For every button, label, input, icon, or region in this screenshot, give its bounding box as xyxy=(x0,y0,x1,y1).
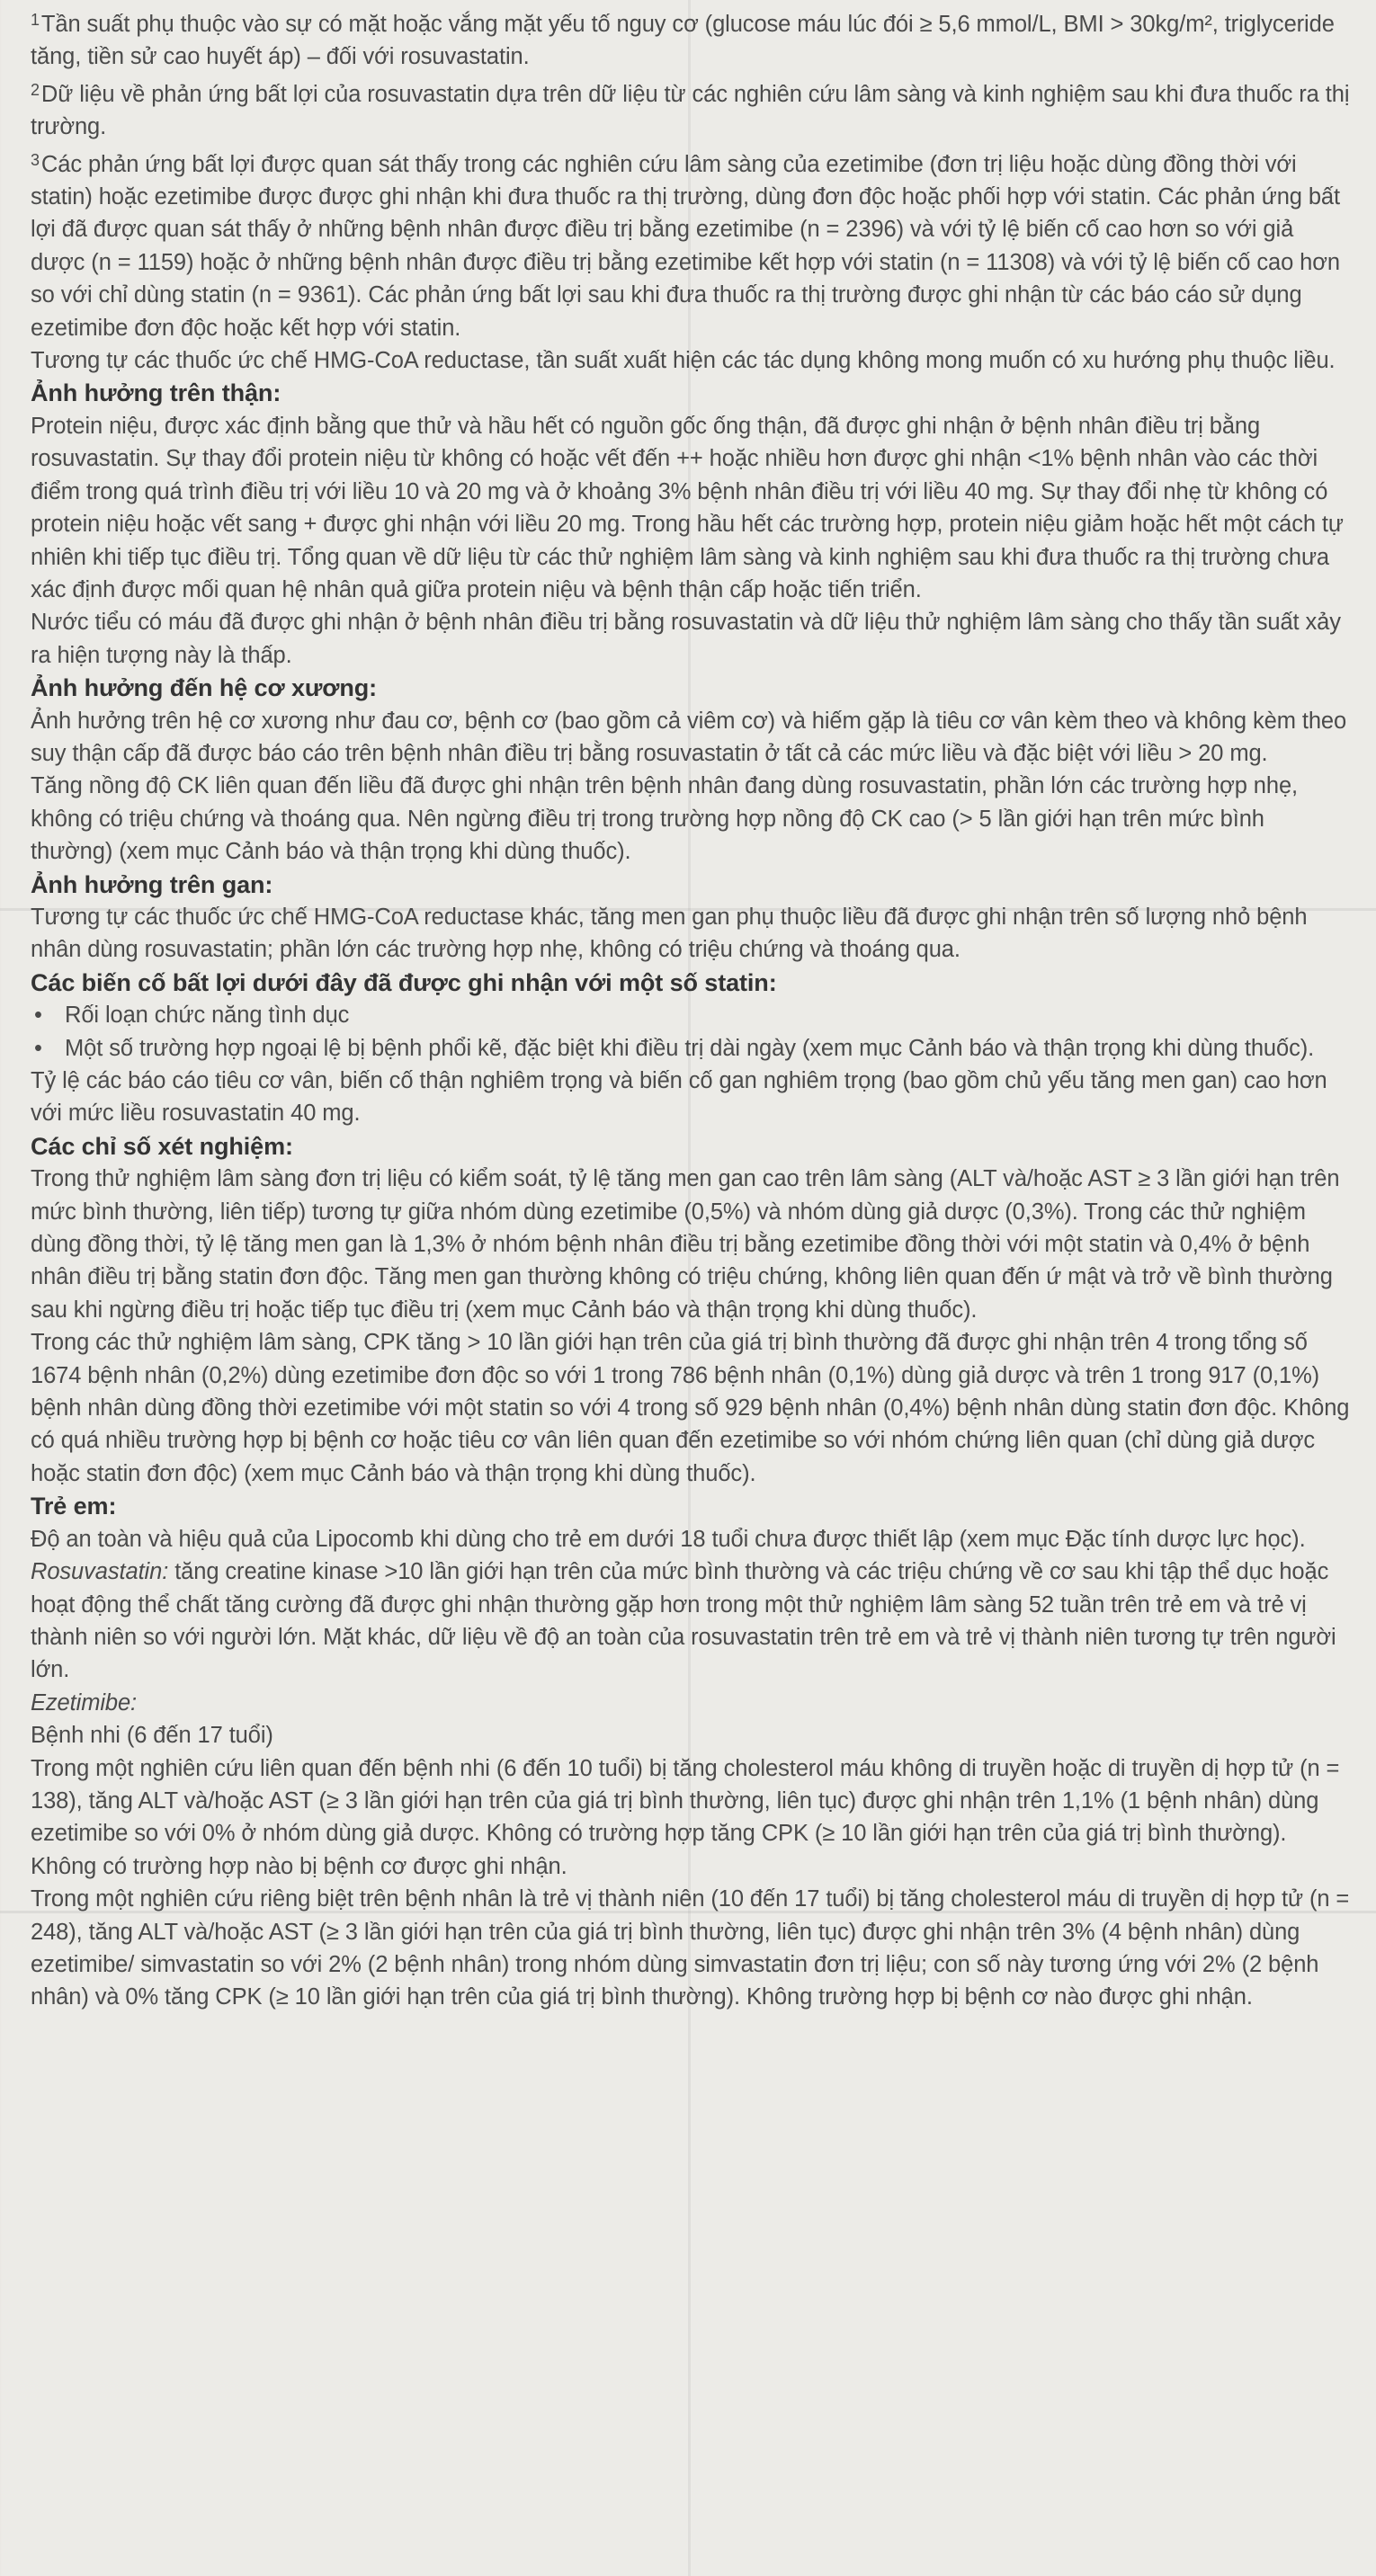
footnote-1-text: Tần suất phụ thuộc vào sự có mặt hoặc vắng mặt yếu tố nguy cơ (glucose máu lúc đói ≥ 5,6 mmol/L, BMI > 30kg/m², triglyceride tăng, tiền sử cao huyết áp) – đối với rosuvastatin. xyxy=(31,12,1335,70)
liver-paragraph-1: Tương tự các thuốc ức chế HMG-CoA reductase khác, tăng men gan phụ thuộc liều đã được ghi nhận trên số lượng nhỏ bệnh nhân dùng rosuvastatin; phần lớn các trường hợp nhẹ, không có triệu chứng và thoáng qua. xyxy=(31,904,1308,963)
children-paragraph-3: Trong một nghiên cứu riêng biệt trên bệnh nhân là trẻ vị thành niên (10 đến 17 tuổi) bị tăng cholesterol máu di truyền dị hợp tử (n = 248), tăng ALT và/hoặc AST (≥ 3 lần giới hạn trên của giá trị bình thường, liên tục) được ghi nhận trên 3% (4 bệnh nhân) dùng ezetimibe/ simvastatin so với 2% (2 bệnh nhân) trong nhóm dùng simvastatin đơn trị liệu; con số này tương ứng với 2% (2 bệnh nhân) và 0% tăng CPK (≥ 10 lần giới hạn trên của giá trị bình thường). Không trường hợp bị bệnh cơ nào được ghi nhận. xyxy=(31,1886,1350,2010)
footnote-2 xyxy=(31,74,1351,144)
statin-events-list xyxy=(31,999,1351,1065)
statin-events-paragraph: Tỷ lệ các báo cáo tiêu cơ vân, biến cố thận nghiêm trọng và biến cố gan nghiêm trọng (bao gồm chủ yếu tăng men gan) cao hơn với mức liều rosuvastatin 40 mg. xyxy=(31,1068,1327,1127)
bullet-icon: • xyxy=(34,1003,42,1029)
section-heading-musculoskeletal: Ảnh hưởng đến hệ cơ xương: xyxy=(31,674,378,702)
list-item xyxy=(34,999,1351,1031)
ezetimibe-label xyxy=(31,1687,1351,1719)
list-item xyxy=(34,1032,1351,1065)
footnote-3-mark: 3 xyxy=(31,150,40,169)
children-paragraph-2: Trong một nghiên cứu liên quan đến bệnh nhi (6 đến 10 tuổi) bị tăng cholesterol máu không di truyền hoặc di truyền dị hợp tử (n = 138), tăng ALT và/hoặc AST (≥ 3 lần giới hạn trên của giá trị bình thường, liên tục) được ghi nhận trên 1,1% (1 bệnh nhân) dùng ezetimibe so với 0% ở nhóm dùng giả dược. Không có trường hợp tăng CPK (≥ 10 lần giới hạn trên của giá trị bình thường). Không có trường hợp nào bị bệnh cơ được ghi nhận. xyxy=(31,1755,1340,1879)
children-paragraph-1: Độ an toàn và hiệu quả của Lipocomb khi dùng cho trẻ em dưới 18 tuổi chưa được thiết lập (xem mục Đặc tính dược lực học). xyxy=(31,1526,1306,1552)
list-item-text: Rối loạn chức năng tình dục xyxy=(65,1003,350,1029)
footnote-3-text: Các phản ứng bất lợi được quan sát thấy trong các nghiên cứu lâm sàng của ezetimibe (đơn trị liệu hoặc dùng đồng thời với statin) hoặc ezetimibe được được ghi nhận khi đưa thuốc ra thị trường, dùng đơn độc hoặc phối hợp với statin. Các phản ứng bất lợi đã được quan sát thấy ở những bệnh nhân được điều trị bằng ezetimibe (n = 2396) và với tỷ lệ biến cố cao hơn so với giả dược (n = 1159) hoặc ở những bệnh nhân được điều trị bằng ezetimibe kết hợp với statin (n = 11308) và với tỷ lệ biến cố cao hơn so với chỉ dùng statin (n = 9361). Các phản ứng bất lợi sau khi đưa thuốc ra thị trường được ghi nhận từ các báo cáo sử dụng ezetimibe đơn độc hoặc kết hợp với statin. xyxy=(31,151,1340,341)
footnote-2-mark: 2 xyxy=(31,80,40,99)
ezetimibe-label-text: Ezetimibe: xyxy=(31,1689,138,1716)
lab-values-paragraph-2: Trong các thử nghiệm lâm sàng, CPK tăng > 10 lần giới hạn trên của giá trị bình thường đã được ghi nhận trên 4 trong tổng số 1674 bệnh nhân (0,2%) dùng ezetimibe đơn độc so với 1 trong 786 bệnh nhân (0,1%) dùng giả dược và trên 1 trong 917 (0,1%) bệnh nhân dùng đồng thời ezetimibe với một statin so với 4 trong số 929 bệnh nhân (0,4%) bệnh nhân dùng statin đơn độc. Không có quá nhiều trường hợp bị bệnh cơ hoặc tiêu cơ vân liên quan đến ezetimibe so với nhóm chứng liên quan (chỉ dùng giả dược hoặc statin đơn độc) (xem mục Cảnh báo và thận trọng khi dùng thuốc). xyxy=(31,1330,1350,1486)
footnote-1-mark: 1 xyxy=(31,11,40,29)
rosuvastatin-text: tăng creatine kinase >10 lần giới hạn trên của mức bình thường và các triệu chứng về cơ sau khi tập thể dục hoặc hoạt động thể chất tăng cường đã được ghi nhận thường gặp hơn trong một thử nghiệm lâm sàng 52 tuần trên trẻ em và trẻ vị thành niên so với người lớn. Mặt khác, dữ liệu về độ an toàn của rosuvastatin trên trẻ em và trẻ vị thành niên tương tự trên người lớn. xyxy=(31,1559,1336,1683)
musculoskeletal-paragraph-1: Ảnh hưởng trên hệ cơ xương như đau cơ, bệnh cơ (bao gồm cả viêm cơ) và hiếm gặp là tiêu cơ vân kèm theo và không kèm theo suy thận cấp đã được báo cáo trên bệnh nhân điều trị bằng rosuvastatin ở tất cả các mức liều và đặc biệt với liều > 20 mg. xyxy=(31,708,1347,766)
musculoskeletal-paragraph-2: Tăng nồng độ CK liên quan đến liều đã được ghi nhận trên bệnh nhân đang dùng rosuvastatin, phần lớn các trường hợp nhẹ, không có triệu chứng và thoáng qua. Nên ngừng điều trị trong trường hợp nồng độ CK cao (> 5 lần giới hạn trên mức bình thường) (xem mục Cảnh báo và thận trọng khi dùng thuốc). xyxy=(31,773,1299,865)
footnote-2-text: Dữ liệu về phản ứng bất lợi của rosuvastatin dựa trên dữ liệu từ các nghiên cứu lâm sàng và kinh nghiệm sau khi đưa thuốc ra thị trường. xyxy=(31,81,1350,140)
pediatric-subheading: Bệnh nhi (6 đến 17 tuổi) xyxy=(31,1723,273,1749)
footnote-3 xyxy=(31,144,1351,344)
kidney-paragraph-1: Protein niệu, được xác định bằng que thử và hầu hết có nguồn gốc ống thận, đã được ghi nhận ở bệnh nhân điều trị bằng rosuvastatin. Sự thay đổi protein niệu từ không có hoặc vết đến ++ hoặc nhiều hơn được ghi nhận <1% bệnh nhân vào các thời điểm trong quá trình điều trị với liều 10 và 20 mg và ở khoảng 3% bệnh nhân điều trị với liều 40 mg. Sự thay đổi nhẹ từ không có protein niệu hoặc vết sang + được ghi nhận với liều 20 mg. Trong hầu hết các trường hợp, protein niệu giảm hoặc hết một cách tự nhiên khi tiếp tục điều trị. Tổng quan về dữ liệu từ các thử nghiệm lâm sàng và kinh nghiệm sau khi đưa thuốc ra thị trường chưa xác định được mối quan hệ nhân quả giữa protein niệu và bệnh thận cấp hoặc tiến triển. xyxy=(31,413,1344,602)
leaflet-page xyxy=(31,4,1351,2014)
section-heading-kidney: Ảnh hưởng trên thận: xyxy=(31,379,281,407)
dose-dependency-note: Tương tự các thuốc ức chế HMG-CoA reductase, tần suất xuất hiện các tác dụng không mong muốn có xu hướng phụ thuộc liều. xyxy=(31,348,1336,374)
lab-values-paragraph-1: Trong thử nghiệm lâm sàng đơn trị liệu có kiểm soát, tỷ lệ tăng men gan cao trên lâm sàng (ALT và/hoặc AST ≥ 3 lần giới hạn trên mức bình thường, liên tiếp) tương tự giữa nhóm dùng ezetimibe (0,5%) và nhóm dùng giả dược (0,3%). Trong các thử nghiệm dùng đồng thời, tỷ lệ tăng men gan là 1,3% ở nhóm bệnh nhân điều trị bằng ezetimibe đồng thời với một statin và 0,4% ở bệnh nhân điều trị bằng statin đơn độc. Tăng men gan thường không có triệu chứng, không liên quan đến ứ mật và trở về bình thường sau khi ngừng điều trị hoặc tiếp tục điều trị (xem mục Cảnh báo và thận trọng khi dùng thuốc). xyxy=(31,1166,1340,1323)
rosuvastatin-paragraph xyxy=(31,1555,1351,1687)
section-heading-statin-events: Các biến cố bất lợi dưới đây đã được ghi nhận với một số statin: xyxy=(31,968,777,996)
rosuvastatin-label: Rosuvastatin: xyxy=(31,1559,169,1585)
section-heading-children: Trẻ em: xyxy=(31,1493,117,1520)
section-heading-lab-values: Các chỉ số xét nghiệm: xyxy=(31,1132,293,1160)
section-heading-liver: Ảnh hưởng trên gan: xyxy=(31,870,273,898)
list-item-text: Một số trường hợp ngoại lệ bị bệnh phổi kẽ, đặc biệt khi điều trị dài ngày (xem mục Cảnh báo và thận trọng khi dùng thuốc). xyxy=(65,1035,1315,1061)
kidney-paragraph-2: Nước tiểu có máu đã được ghi nhận ở bệnh nhân điều trị bằng rosuvastatin và dữ liệu thử nghiệm lâm sàng cho thấy tần suất xảy ra hiện tượng này là thấp. xyxy=(31,610,1341,668)
bullet-icon: • xyxy=(34,1035,42,1061)
footnote-1 xyxy=(31,4,1351,74)
